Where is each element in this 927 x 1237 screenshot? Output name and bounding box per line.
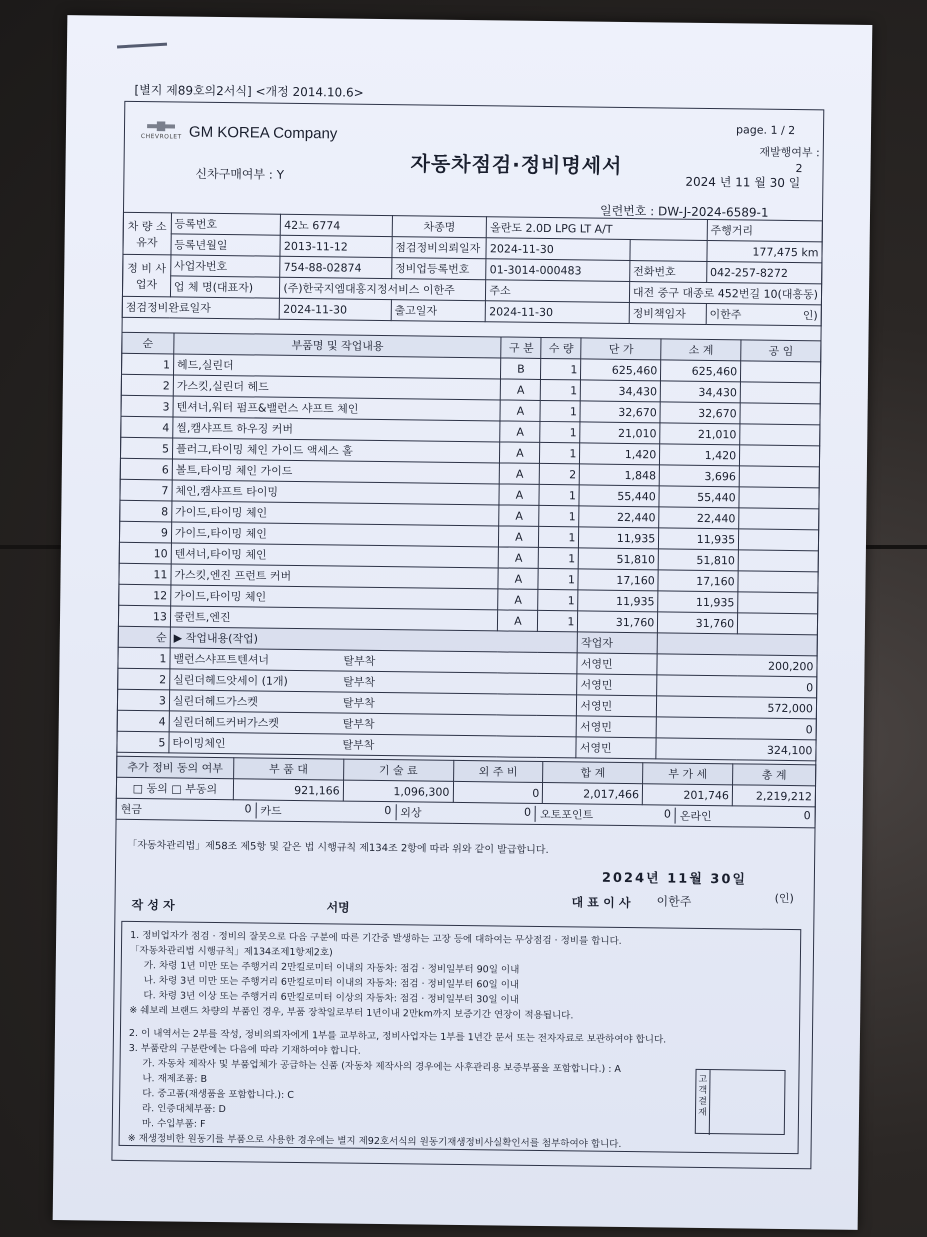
totals-sum: 2,017,466 xyxy=(543,782,643,804)
part-subtotal: 1,420 xyxy=(660,444,740,466)
work-labor: 200,200 xyxy=(657,654,817,677)
part-name: 가이드,타이밍 체인 xyxy=(171,585,499,610)
part-subtotal: 32,670 xyxy=(660,402,740,424)
note-line: 「자동차관리법 시행규칙」제134조제1항제2호) xyxy=(129,944,333,959)
issue-date: 2024 년 11 월 30 일 xyxy=(685,174,801,191)
note-line: 나. 재제조품: B xyxy=(142,1073,208,1085)
part-name: 플러그,타이밍 체인 가이드 액세스 홀 xyxy=(172,438,500,463)
part-no: 12 xyxy=(119,584,171,606)
work-worker: 서영민 xyxy=(577,695,657,717)
payment-value: 0 xyxy=(384,804,392,818)
part-qty: 1 xyxy=(539,484,579,505)
part-price: 32,670 xyxy=(580,401,660,423)
work-no: 2 xyxy=(118,668,170,690)
shop-reg-value: 01-3014-000483 xyxy=(486,259,630,282)
writer-label: 작 성 자 xyxy=(131,897,175,913)
part-type: A xyxy=(499,484,539,505)
part-price: 17,160 xyxy=(578,569,658,591)
part-name: 텐셔너,타이밍 체인 xyxy=(171,543,499,568)
totals-header-cell: 부 품 대 xyxy=(234,758,344,780)
part-no: 2 xyxy=(121,374,173,396)
shop-section-label: 정 비 사업자 xyxy=(122,254,170,297)
phone-label: 전화번호 xyxy=(630,261,707,283)
address-label: 주소 xyxy=(486,280,630,303)
totals-tech: 1,096,300 xyxy=(343,780,453,802)
invoice-paper xyxy=(53,15,873,1230)
part-price: 1,420 xyxy=(580,443,660,465)
part-subtotal: 21,010 xyxy=(660,423,740,445)
work-worker: 서영민 xyxy=(576,716,656,738)
work-name: 실린더헤드커버가스켓 xyxy=(172,715,279,730)
part-type: A xyxy=(499,505,539,526)
part-subtotal: 51,810 xyxy=(658,549,738,571)
new-purchase-flag: 신차구매여부 : Y xyxy=(195,166,285,182)
work-name: 타이밍체인 xyxy=(172,736,226,751)
part-qty: 1 xyxy=(539,547,579,568)
document-title: 자동차점검·정비명세서 xyxy=(410,151,623,178)
notes-box xyxy=(119,921,802,1154)
work-action: 탈부착 xyxy=(342,738,375,752)
manager-value: 이한주 xyxy=(709,307,742,322)
out-date-value: 2024-11-30 xyxy=(486,301,630,324)
work-name: 실린더헤드가스켓 xyxy=(172,694,258,709)
totals-vat: 201,746 xyxy=(642,784,732,806)
part-no: 11 xyxy=(119,563,171,585)
reg-no-label: 등록번호 xyxy=(171,213,281,235)
part-name: 씰,캠샤프트 하우징 커버 xyxy=(173,417,501,442)
reissue-value: 2 xyxy=(795,162,803,176)
parts-header-cell: 단 가 xyxy=(581,338,661,360)
part-labor xyxy=(738,592,818,614)
part-qty: 1 xyxy=(540,400,580,421)
note-line: ※ 재생정비한 원동기를 부품으로 사용한 경우에는 별지 제92호서식의 원동기재생정비사실확인서를 첨부하여야 합니다. xyxy=(127,1132,622,1150)
part-no: 1 xyxy=(122,353,174,375)
signature-date: 2024년 11월 30일 xyxy=(601,870,748,888)
parts-header-cell: 공 임 xyxy=(741,340,821,362)
work-action: 탈부착 xyxy=(342,717,375,731)
reissue-label: 재발행여부 : xyxy=(759,145,820,160)
totals-header-cell: 합 계 xyxy=(543,761,643,783)
payment-method xyxy=(536,806,676,824)
part-price: 11,935 xyxy=(578,590,658,612)
form-reference: [별지 제89호의2서식] <개정 2014.10.6> xyxy=(134,82,364,100)
legal-notice: 「자동차관리법」제58조 제5항 및 같은 법 시행규칙 제134조 2항에 따라 위와 같이 발급합니다. xyxy=(127,839,549,857)
reg-no-value: 42노 6774 xyxy=(281,214,393,236)
note-line: 가. 차령 1년 미만 또는 주행거리 2만킬로미터 이내의 자동차: 점검 · 정비일부터 90일 이내 xyxy=(143,960,520,976)
part-name: 가스킷,엔진 프런트 커버 xyxy=(171,564,499,589)
payment-method xyxy=(256,802,396,820)
work-no: 3 xyxy=(117,689,169,711)
part-price: 1,848 xyxy=(580,464,660,486)
chevrolet-bowtie-icon xyxy=(141,119,181,143)
request-date-value: 2024-11-30 xyxy=(486,238,630,261)
part-labor xyxy=(738,550,818,572)
part-labor xyxy=(740,403,820,425)
part-labor xyxy=(738,571,818,593)
work-name: 실린더헤드앗세이 (1개) xyxy=(173,673,288,688)
customer-approval-box xyxy=(695,1069,786,1135)
reg-date-label: 등록년월일 xyxy=(171,234,281,256)
payment-value: 0 xyxy=(803,809,811,823)
part-qty: 1 xyxy=(540,442,580,463)
part-type: A xyxy=(500,421,540,442)
work-name: 밸런스샤프트텐셔너 xyxy=(173,652,270,667)
note-line: 나. 차령 3년 미만 또는 주행거리 6만킬로미터 이내의 자동차: 점검 · 정비일부터 60일 이내 xyxy=(143,975,520,991)
part-labor xyxy=(739,466,819,488)
part-name: 가스킷,실린더 헤드 xyxy=(173,375,501,400)
work-worker: 서영민 xyxy=(577,653,657,675)
parts-table xyxy=(116,332,821,762)
part-qty: 1 xyxy=(541,358,581,379)
part-subtotal: 3,696 xyxy=(659,465,739,487)
part-labor xyxy=(740,445,820,467)
work-action: 탈부착 xyxy=(343,675,376,689)
part-no: 10 xyxy=(119,542,171,564)
part-name: 체인,캠샤프트 타이밍 xyxy=(172,480,500,505)
part-name: 쿨런트,엔진 xyxy=(170,606,498,631)
part-subtotal: 17,160 xyxy=(658,570,738,592)
part-labor xyxy=(739,508,819,530)
part-price: 625,460 xyxy=(581,359,661,381)
payment-method xyxy=(117,801,257,819)
parts-header-cell: 순 xyxy=(122,332,174,354)
part-no: 9 xyxy=(119,521,171,543)
note-line: 2. 이 내역서는 2부를 작성, 정비의뢰자에게 1부를 교부하고, 정비사업자는 1부를 1년간 문서 또는 전자자료로 보관하여야 합니다. xyxy=(128,1027,667,1046)
complete-date-label: 점검정비완료일자 xyxy=(122,296,280,319)
part-labor xyxy=(740,424,820,446)
serial-number: 일련번호 : DW-J-2024-6589-1 xyxy=(599,203,769,220)
payment-value: 0 xyxy=(244,802,252,816)
part-qty: 1 xyxy=(540,421,580,442)
work-labor: 0 xyxy=(656,717,816,740)
work-labor: 572,000 xyxy=(657,696,817,719)
note-line: 다. 차령 3년 이상 또는 주행거리 6만킬로미터 이상의 자동차: 점검 · 정비일부터 30일 이내 xyxy=(143,990,519,1006)
work-worker: 서영민 xyxy=(577,674,657,696)
pen-mark xyxy=(117,43,167,49)
part-name: 텐셔너,워터 펌프&밸런스 샤프트 체인 xyxy=(173,396,501,421)
work-labor: 0 xyxy=(657,675,817,698)
part-qty: 1 xyxy=(538,589,578,610)
part-type: A xyxy=(499,526,539,547)
request-date-label: 점검정비의뢰일자 xyxy=(392,237,487,259)
part-name: 볼트,타이밍 체인 가이드 xyxy=(172,459,500,484)
logo-wordmark: CHEVROLET xyxy=(140,133,182,141)
note-line: 1. 정비업자가 점검 · 정비의 잘못으로 다음 구분에 따른 기간중 발생하는 고장 등에 대하여는 무상점검 · 정비를 합니다. xyxy=(130,929,622,947)
note-line: 라. 인증대체부품: D xyxy=(141,1103,226,1116)
work-header-cell: 순 xyxy=(118,626,170,648)
part-type: B xyxy=(501,358,541,379)
phone-value: 042-257-8272 xyxy=(706,261,822,283)
part-qty: 1 xyxy=(539,505,579,526)
payment-method xyxy=(396,804,536,822)
part-price: 22,440 xyxy=(579,506,659,528)
page-number: page. 1 / 2 xyxy=(735,123,796,138)
part-subtotal: 55,440 xyxy=(659,486,739,508)
part-no: 4 xyxy=(121,416,173,438)
shop-reg-label: 정비업등록번호 xyxy=(391,258,486,280)
work-header-cell: ▶ 작업내용(작업) xyxy=(170,627,578,653)
part-type: A xyxy=(499,547,539,568)
payment-label: 온라인 xyxy=(679,809,712,824)
part-type: A xyxy=(498,568,538,589)
part-subtotal: 34,430 xyxy=(660,381,740,403)
part-name: 가이드,타이밍 체인 xyxy=(172,501,500,526)
totals-header-cell: 기 술 료 xyxy=(343,759,453,781)
totals-header-cell: 외 주 비 xyxy=(453,760,543,782)
part-subtotal: 11,935 xyxy=(659,528,739,550)
work-action: 탈부착 xyxy=(343,654,376,668)
model-label: 차종명 xyxy=(392,216,487,238)
part-price: 55,440 xyxy=(579,485,659,507)
out-date-label: 출고일자 xyxy=(391,300,486,322)
totals-table xyxy=(116,756,817,829)
work-header-blank xyxy=(657,633,817,656)
part-name: 가이드,타이밍 체인 xyxy=(171,522,499,547)
mileage-value: 177,475 km xyxy=(707,240,823,262)
mileage-label: 주행거리 xyxy=(707,219,823,241)
part-qty: 2 xyxy=(540,463,580,484)
manager-cell xyxy=(706,303,822,325)
part-price: 21,010 xyxy=(580,422,660,444)
part-type: A xyxy=(501,379,541,400)
totals-total: 2,219,212 xyxy=(732,785,815,807)
vehicle-section-label: 차 량 소유자 xyxy=(123,212,171,255)
totals-consent: □ 동의 □ 부동의 xyxy=(116,777,233,799)
work-worker: 서영민 xyxy=(576,737,656,759)
part-labor xyxy=(739,529,819,551)
work-no: 5 xyxy=(117,731,169,753)
work-name-cell xyxy=(169,732,577,758)
ceo-label: 대 표 이 사 xyxy=(571,895,631,911)
totals-header-cell: 부 가 세 xyxy=(643,763,733,785)
part-qty: 1 xyxy=(541,379,581,400)
part-price: 51,810 xyxy=(579,548,659,570)
part-subtotal: 625,460 xyxy=(661,360,741,382)
part-subtotal: 31,760 xyxy=(658,612,738,634)
totals-header-cell: 추가 정비 동의 여부 xyxy=(117,756,234,778)
part-labor xyxy=(739,487,819,509)
part-no: 6 xyxy=(120,458,172,480)
work-header-cell: 작업자 xyxy=(577,632,657,654)
parts-header-cell: 소 계 xyxy=(661,339,741,361)
manager-label: 정비책임자 xyxy=(629,303,706,325)
part-labor xyxy=(740,382,820,404)
part-type: A xyxy=(498,610,538,631)
part-qty: 1 xyxy=(538,568,578,589)
company-logo xyxy=(141,119,338,145)
part-subtotal: 11,935 xyxy=(658,591,738,613)
payment-value: 0 xyxy=(663,807,671,821)
payment-value: 0 xyxy=(523,805,532,819)
parts-header-cell: 구 분 xyxy=(501,337,541,358)
ceo-seal: (인) xyxy=(774,891,794,906)
note-line: 3. 부품란의 구분란에는 다음에 따라 기재하여야 합니다. xyxy=(128,1042,361,1057)
customer-approval-label: 고객결재 xyxy=(696,1070,711,1135)
complete-date-value: 2024-11-30 xyxy=(280,298,392,320)
part-no: 5 xyxy=(120,437,172,459)
manager-seal: 인) xyxy=(802,309,818,323)
work-action: 탈부착 xyxy=(342,696,375,710)
part-type: A xyxy=(500,463,540,484)
totals-parts: 921,166 xyxy=(233,779,343,801)
parts-header-cell: 부품명 및 작업내용 xyxy=(174,333,502,358)
note-line: 가. 자동차 제작사 및 부품업체가 공급하는 신품 (자동차 제작사의 경우에는 사후관리용 보증부품을 포함합니다.) : A xyxy=(142,1058,622,1075)
part-subtotal: 22,440 xyxy=(659,507,739,529)
vehicle-shop-table xyxy=(122,212,823,327)
part-no: 7 xyxy=(120,479,172,501)
work-labor: 324,100 xyxy=(656,738,816,761)
sign-label: 서명 xyxy=(326,900,350,915)
company-label: 업 체 명(대표자) xyxy=(170,276,280,298)
payment-label: 현금 xyxy=(120,802,143,817)
part-qty: 1 xyxy=(538,610,578,631)
part-type: A xyxy=(500,442,540,463)
biz-no-value: 754-88-02874 xyxy=(280,256,392,278)
part-no: 13 xyxy=(118,605,170,627)
payment-method xyxy=(676,808,815,826)
parts-header-cell: 수 량 xyxy=(541,337,581,358)
part-qty: 1 xyxy=(539,526,579,547)
ceo-name: 이한주 xyxy=(656,894,692,909)
reg-date-value: 2013-11-12 xyxy=(280,235,392,257)
note-line: 다. 중고품(재생품을 포함합니다.): C xyxy=(142,1088,294,1101)
part-price: 34,430 xyxy=(581,380,661,402)
model-value: 올란도 2.0D LPG LT A/T xyxy=(487,217,708,241)
address-value: 대전 중구 대종로 452번길 10(대흥동) xyxy=(629,282,821,305)
part-no: 8 xyxy=(120,500,172,522)
part-price: 11,935 xyxy=(579,527,659,549)
part-labor xyxy=(741,361,821,383)
part-price: 31,760 xyxy=(578,611,658,633)
part-no: 3 xyxy=(121,395,173,417)
note-line: ※ 쉐보레 브랜드 차량의 부품인 경우, 부품 장착일로부터 1년이내 2만km까지 보증기간 연장이 적용됩니다. xyxy=(129,1004,574,1022)
work-no: 1 xyxy=(118,647,170,669)
payment-label: 외상 xyxy=(400,806,422,820)
part-labor xyxy=(738,613,818,635)
payment-label: 오토포인트 xyxy=(539,807,594,822)
payment-label: 카드 xyxy=(260,804,282,818)
totals-outsource: 0 xyxy=(453,781,543,803)
note-line: 마. 수입부품: F xyxy=(141,1118,206,1130)
totals-header-cell: 총 계 xyxy=(733,764,816,786)
part-type: A xyxy=(500,400,540,421)
biz-no-label: 사업자번호 xyxy=(170,255,280,277)
work-no: 4 xyxy=(117,710,169,732)
part-type: A xyxy=(498,589,538,610)
company-value: (주)한국지엠대흥지정서비스 이한주 xyxy=(280,277,486,301)
company-name: GM KOREA Company xyxy=(188,123,338,142)
part-name: 헤드,실린더 xyxy=(173,354,501,379)
